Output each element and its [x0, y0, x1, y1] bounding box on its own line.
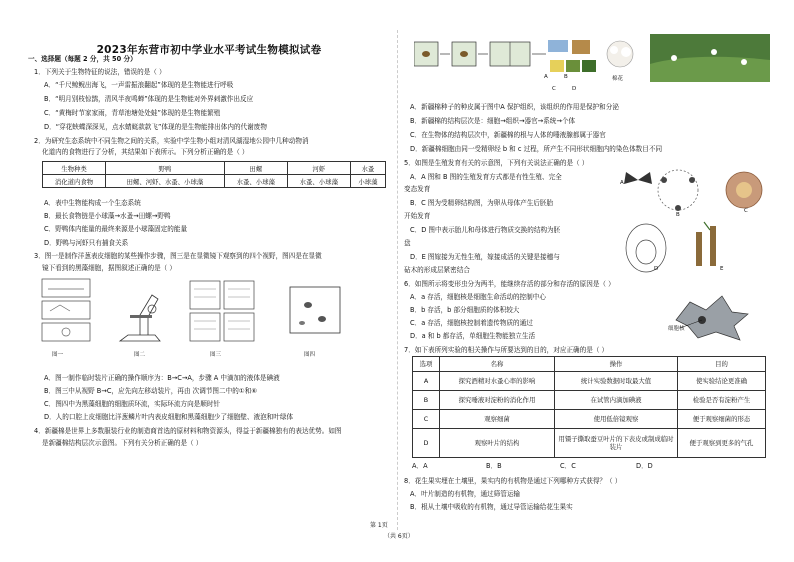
figure-label: C	[744, 208, 748, 214]
q7-option-b: B．B	[486, 462, 502, 470]
table-cell: 使实验结论更准确	[678, 372, 766, 391]
q4-option-a: A．新疆棉种子的种皮属于图中A 保护组织，该组织的作用是保护和分泌	[410, 103, 619, 111]
q4-stem-line2: 是新疆棉结构层次示意图。下列有关分析正确的是（ ）	[42, 439, 203, 447]
table-cell: 观察叶片的结构	[440, 429, 555, 458]
table-cell: 观察细菌	[440, 410, 555, 429]
table-row	[43, 175, 386, 188]
q5-option-d-line1: D．E 图嫁接为无性生殖，嫁接成活的关键是接穗与	[410, 253, 560, 261]
table-row	[413, 357, 766, 372]
figure-label: 图一	[52, 352, 64, 358]
figure-label: C	[552, 86, 556, 92]
q3-stem-line1: 3．图一是制作洋葱表皮细胞的某些操作步骤，图三是在显微镜下观察到的四个视野，图四是在显微	[34, 252, 322, 260]
q8-stem: 8．花生果实埋在土壤里，果实内的有机物是通过下列哪种方式获得？（ ）	[404, 477, 622, 485]
q5-stem: 5．如图是生殖发育有关的示意图，下列有关说法正确的是（ ）	[404, 159, 589, 167]
table-cell: B	[413, 391, 440, 410]
figure-one-steps	[42, 279, 90, 341]
q4-cotton-figure	[414, 34, 770, 90]
figure-label: B	[564, 74, 568, 80]
q6-option-d: D．a 和 b 都存活，单细胞生物能独立生活	[410, 332, 536, 340]
butterfly-icon	[624, 172, 652, 184]
table-cell: 便于观察细菌的形态	[678, 410, 766, 429]
figure-label: D	[654, 266, 659, 272]
q2-stem-line1: 2．为研究生态系统中不同生物之间的关系，实验中学生物小组对清风湖湿地公园中几种动物消	[34, 137, 309, 145]
table-cell: 检验是否有淀粉产生	[678, 391, 766, 410]
exam-title: 2023年东营市初中学业水平考试生物模拟试卷	[96, 44, 322, 56]
table-cell: 田螺、河虾、水蚤、小球藻	[106, 175, 225, 188]
page-total: （共 6页）	[384, 533, 414, 540]
q2-stem-line2: 化道内的食物进行了分析，其结果如下表所示。下列分析正确的是（ ）	[42, 148, 249, 156]
q5-option-a-line2: 变态发育	[404, 185, 431, 193]
q5-option-d-line2: 砧木的形成层紧密结合	[404, 266, 470, 274]
table-row	[413, 391, 766, 410]
table-cell: 用镊子撕取蚕豆叶片的下表皮或制成临时装片	[555, 429, 678, 458]
table-cell: 水蚤、小球藻	[224, 175, 287, 188]
q7-stem: 7．如下表所列实验的相关操作与所要达到的目的，对应正确的是（ ）	[404, 346, 609, 354]
table-cell: 生物种类	[43, 162, 106, 175]
q8-option-a: A．叶片制造的有机物，通过筛管运输	[410, 490, 521, 498]
q5-option-b-line1: B．C 图为受精卵结构图，为卵从母体产生后胚胎	[410, 199, 554, 207]
q2-option-b: B．最长食物链是小球藻→水蚤→田螺→野鸭	[44, 212, 171, 220]
figure-four-cell	[290, 287, 340, 333]
table-row	[43, 162, 386, 175]
table-header-cell: 目的	[678, 357, 766, 372]
table-header-cell: 选项	[413, 357, 440, 372]
figure-three-views	[190, 281, 254, 341]
figure-label: B	[676, 212, 680, 218]
figure-label: A	[620, 180, 624, 186]
figure-label: 图三	[210, 352, 222, 358]
table-header-cell: 名称	[440, 357, 555, 372]
amoeba-figure	[666, 292, 752, 342]
table-row	[413, 429, 766, 458]
q5-option-c-line2: 盘	[404, 239, 411, 247]
figure-label: 图二	[134, 352, 146, 358]
q4-option-b: B．新疆棉的结构层次是：细胞→组织→器官→系统→个体	[410, 117, 576, 125]
q2-option-a: A．表中生物能构成一个生态系统	[44, 199, 141, 207]
q6-option-a: A．a 存活，细胞核是细胞生命活动的控制中心	[410, 293, 546, 301]
table-header-cell: 操作	[555, 357, 678, 372]
table-cell: 水蚤、小球藻	[287, 175, 350, 188]
table-cell: A	[413, 372, 440, 391]
q5-option-c-line1: C．D 图中表示胎儿和母体进行物质交换的结构为胚	[410, 226, 561, 234]
q4-option-d: D．新疆棉细胞由同一受精卵经 b 和 c 过程，所产生不同形状细胞内的染色体数目不同	[410, 145, 663, 153]
q1-option-d: D．“穿花蛱蝶深深见，点水蜻蜓款款飞”体现的是生物能排出体内的代谢废物	[44, 123, 267, 131]
table-cell: 小球藻	[350, 175, 385, 188]
table-cell: 野鸭	[106, 162, 225, 175]
q3-option-d: D．人的口腔上皮细胞比洋葱鳞片叶内表皮细胞和黑藻细胞少了细胞壁、液泡和叶绿体	[44, 413, 294, 421]
figure-label: D	[572, 86, 577, 92]
q3-option-a: A．图一制作临时装片正确的操作顺序为：B→C→A，步骤 A 中滴加的液体是碘液	[44, 374, 280, 382]
q1-option-c: C．“黄梅时节家家雨，青草池塘处处蛙”体现的是生物能繁殖	[44, 109, 221, 117]
section-heading: 一、选择题（每题 2 分，共 50 分）	[28, 55, 137, 63]
figure-label: A	[544, 74, 548, 80]
q3-option-b: B．图三中从视野 B→C，应先向左移动装片，再由 次调节图二中的①和⑥	[44, 387, 258, 395]
figure-label: 图四	[304, 352, 316, 358]
table-cell: 消化道内食物	[43, 175, 106, 188]
q7-option-d: D．D	[636, 462, 653, 470]
q6-option-b: B．b 存活，b 部分细胞质的体积较大	[410, 306, 520, 314]
figure-two-microscope-icon	[120, 295, 160, 341]
table-cell: 探究唾液对淀粉的消化作用	[440, 391, 555, 410]
table-row	[413, 372, 766, 391]
table-row	[413, 410, 766, 429]
table-cell: 田螺	[224, 162, 287, 175]
q5-option-b-line2: 开始发育	[404, 212, 431, 220]
q1-option-b: B．“明月别枝惊鹊，清风半夜鸣蝉”体现的是生物能对外界刺激作出反应	[44, 95, 254, 103]
column-divider	[397, 30, 398, 530]
figure-label: 棉花	[612, 76, 624, 82]
q8-option-b: B．根从土壤中吸收的有机物，通过导管运输给花生果实	[410, 503, 573, 511]
table-cell: C	[413, 410, 440, 429]
table-cell: 水蚤	[350, 162, 385, 175]
q5-reproduction-figure	[618, 168, 764, 274]
q7-option-a: A．A	[412, 462, 428, 470]
table-cell: 河虾	[287, 162, 350, 175]
table-cell: 便于观察到更多的气孔	[678, 429, 766, 458]
q4-stem-line1: 4．新疆棉是世界上多数服装行业的制造商首选的原材料和物资源头，得益于新疆棉独有的表达优势。如图	[34, 427, 342, 435]
q3-option-c: C．图四中为黑藻细胞的细胞质环流，实际环流方向是顺时针	[44, 400, 221, 408]
q7-experiment-table	[412, 356, 766, 458]
q3-stem-line2: 镜下看到的黑藻细胞，据图叙述正确的是（ ）	[42, 264, 176, 272]
q1-stem: 1．下列关于生物特征的说法，错误的是（ ）	[34, 68, 166, 76]
q2-food-table	[42, 161, 386, 188]
table-cell: 探究酒精对水蚤心率的影响	[440, 372, 555, 391]
figure-label: 细胞核	[668, 326, 685, 332]
figure-label: E	[720, 266, 724, 272]
q6-stem: 6．如图所示将变形虫分为两半，能继续存活的部分和存活的原因是（ ）	[404, 280, 615, 288]
q2-option-c: C．野鸭体内能量的最终来源是小球藻固定的能量	[44, 225, 188, 233]
table-cell: 在试管内滴加碘液	[555, 391, 678, 410]
q6-option-c: C．a 存活，细胞核控制着遗传物质的通过	[410, 319, 533, 327]
q2-option-d: D．野鸭与河虾只有捕食关系	[44, 239, 129, 247]
table-cell: 使用低倍镜观察	[555, 410, 678, 429]
q7-option-c: C．C	[560, 462, 576, 470]
table-cell: 统计实验数据时取最大值	[555, 372, 678, 391]
q1-option-a: A．“千尺鲸鲵出海飞，一声雷振浪翻起”体现的是生物能进行呼吸	[44, 81, 234, 89]
q3-figures	[40, 275, 390, 355]
page-number: 第 1页	[370, 522, 388, 529]
q4-option-c: C．在生物体的结构层次中，新疆棉的根与人体的唾液腺都属于器官	[410, 131, 606, 139]
q5-option-a-line1: A．A 图和 B 图的生殖发育方式都是有性生殖、完全	[410, 173, 562, 181]
table-cell: D	[413, 429, 440, 458]
